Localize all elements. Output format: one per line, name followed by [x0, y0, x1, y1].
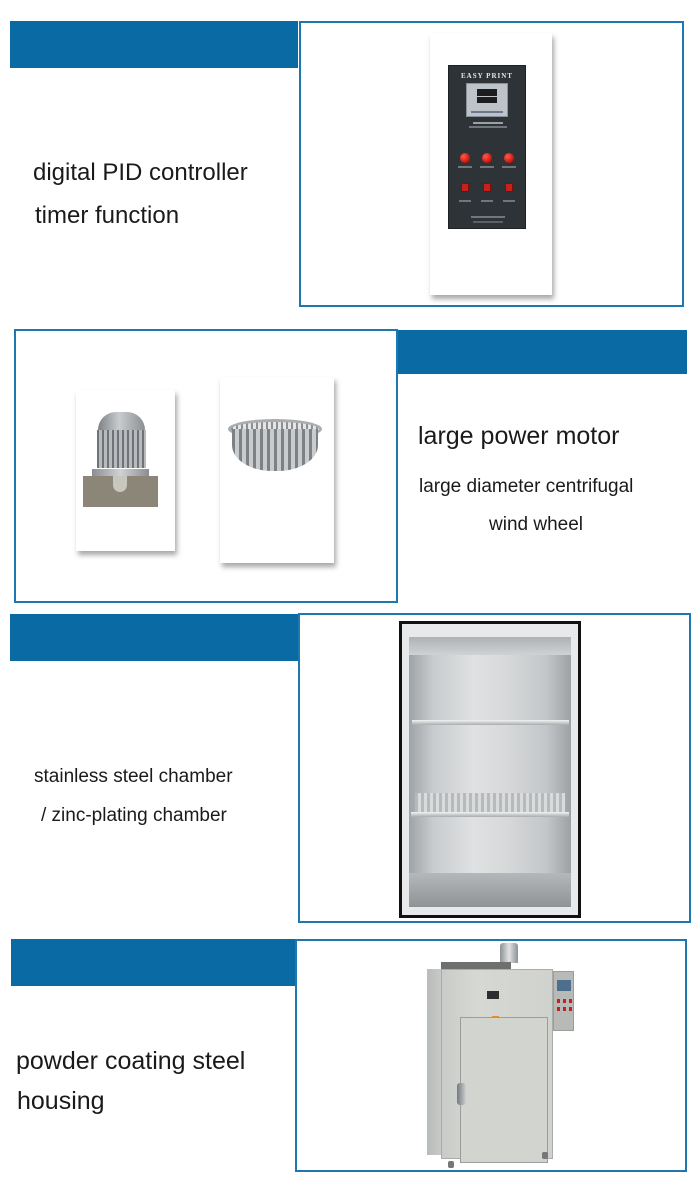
wind-wheel-image — [220, 377, 334, 563]
feature-line: digital PID controller — [33, 159, 248, 186]
control-panel — [448, 65, 526, 229]
brand-plate-icon — [487, 991, 499, 999]
motor-image — [76, 390, 175, 551]
feature-line: large diameter centrifugal — [419, 476, 634, 497]
wire-shelf — [415, 793, 565, 813]
motor-icon — [98, 412, 145, 432]
chamber-interior — [409, 637, 571, 907]
rocker-switch-icon — [483, 183, 491, 192]
oven-door — [460, 1017, 548, 1163]
shelf — [411, 812, 569, 817]
indicator-light-icon — [504, 153, 514, 163]
pid-display-icon — [466, 83, 508, 117]
door-handle-icon — [457, 1083, 466, 1105]
section-header-bar — [10, 614, 298, 661]
product-image-frame — [14, 329, 398, 603]
feature-line: large power motor — [418, 422, 620, 450]
feature-line: powder coating steel — [16, 1047, 246, 1075]
brand-label: EASY PRINT — [461, 72, 513, 80]
product-image-frame — [295, 939, 687, 1172]
indicator-light-icon — [482, 153, 492, 163]
feature-line: wind wheel — [489, 514, 583, 535]
product-image-frame — [299, 21, 684, 307]
oven-control-panel — [553, 971, 574, 1031]
rocker-switch-icon — [461, 183, 469, 192]
feature-line: timer function — [35, 202, 180, 229]
feature-line: housing — [17, 1087, 105, 1115]
indicator-light-icon — [460, 153, 470, 163]
product-image-frame — [298, 613, 691, 923]
chamber-image — [399, 621, 581, 918]
section-header-bar — [398, 330, 687, 374]
feature-line: stainless steel chamber — [34, 766, 233, 787]
shelf — [412, 720, 569, 725]
feature-line: / zinc-plating chamber — [41, 805, 227, 826]
control-panel-image — [430, 33, 552, 295]
section-header-bar — [11, 939, 296, 986]
drying-oven-image — [417, 943, 637, 1173]
section-header-bar — [10, 21, 298, 68]
rocker-switch-icon — [505, 183, 513, 192]
